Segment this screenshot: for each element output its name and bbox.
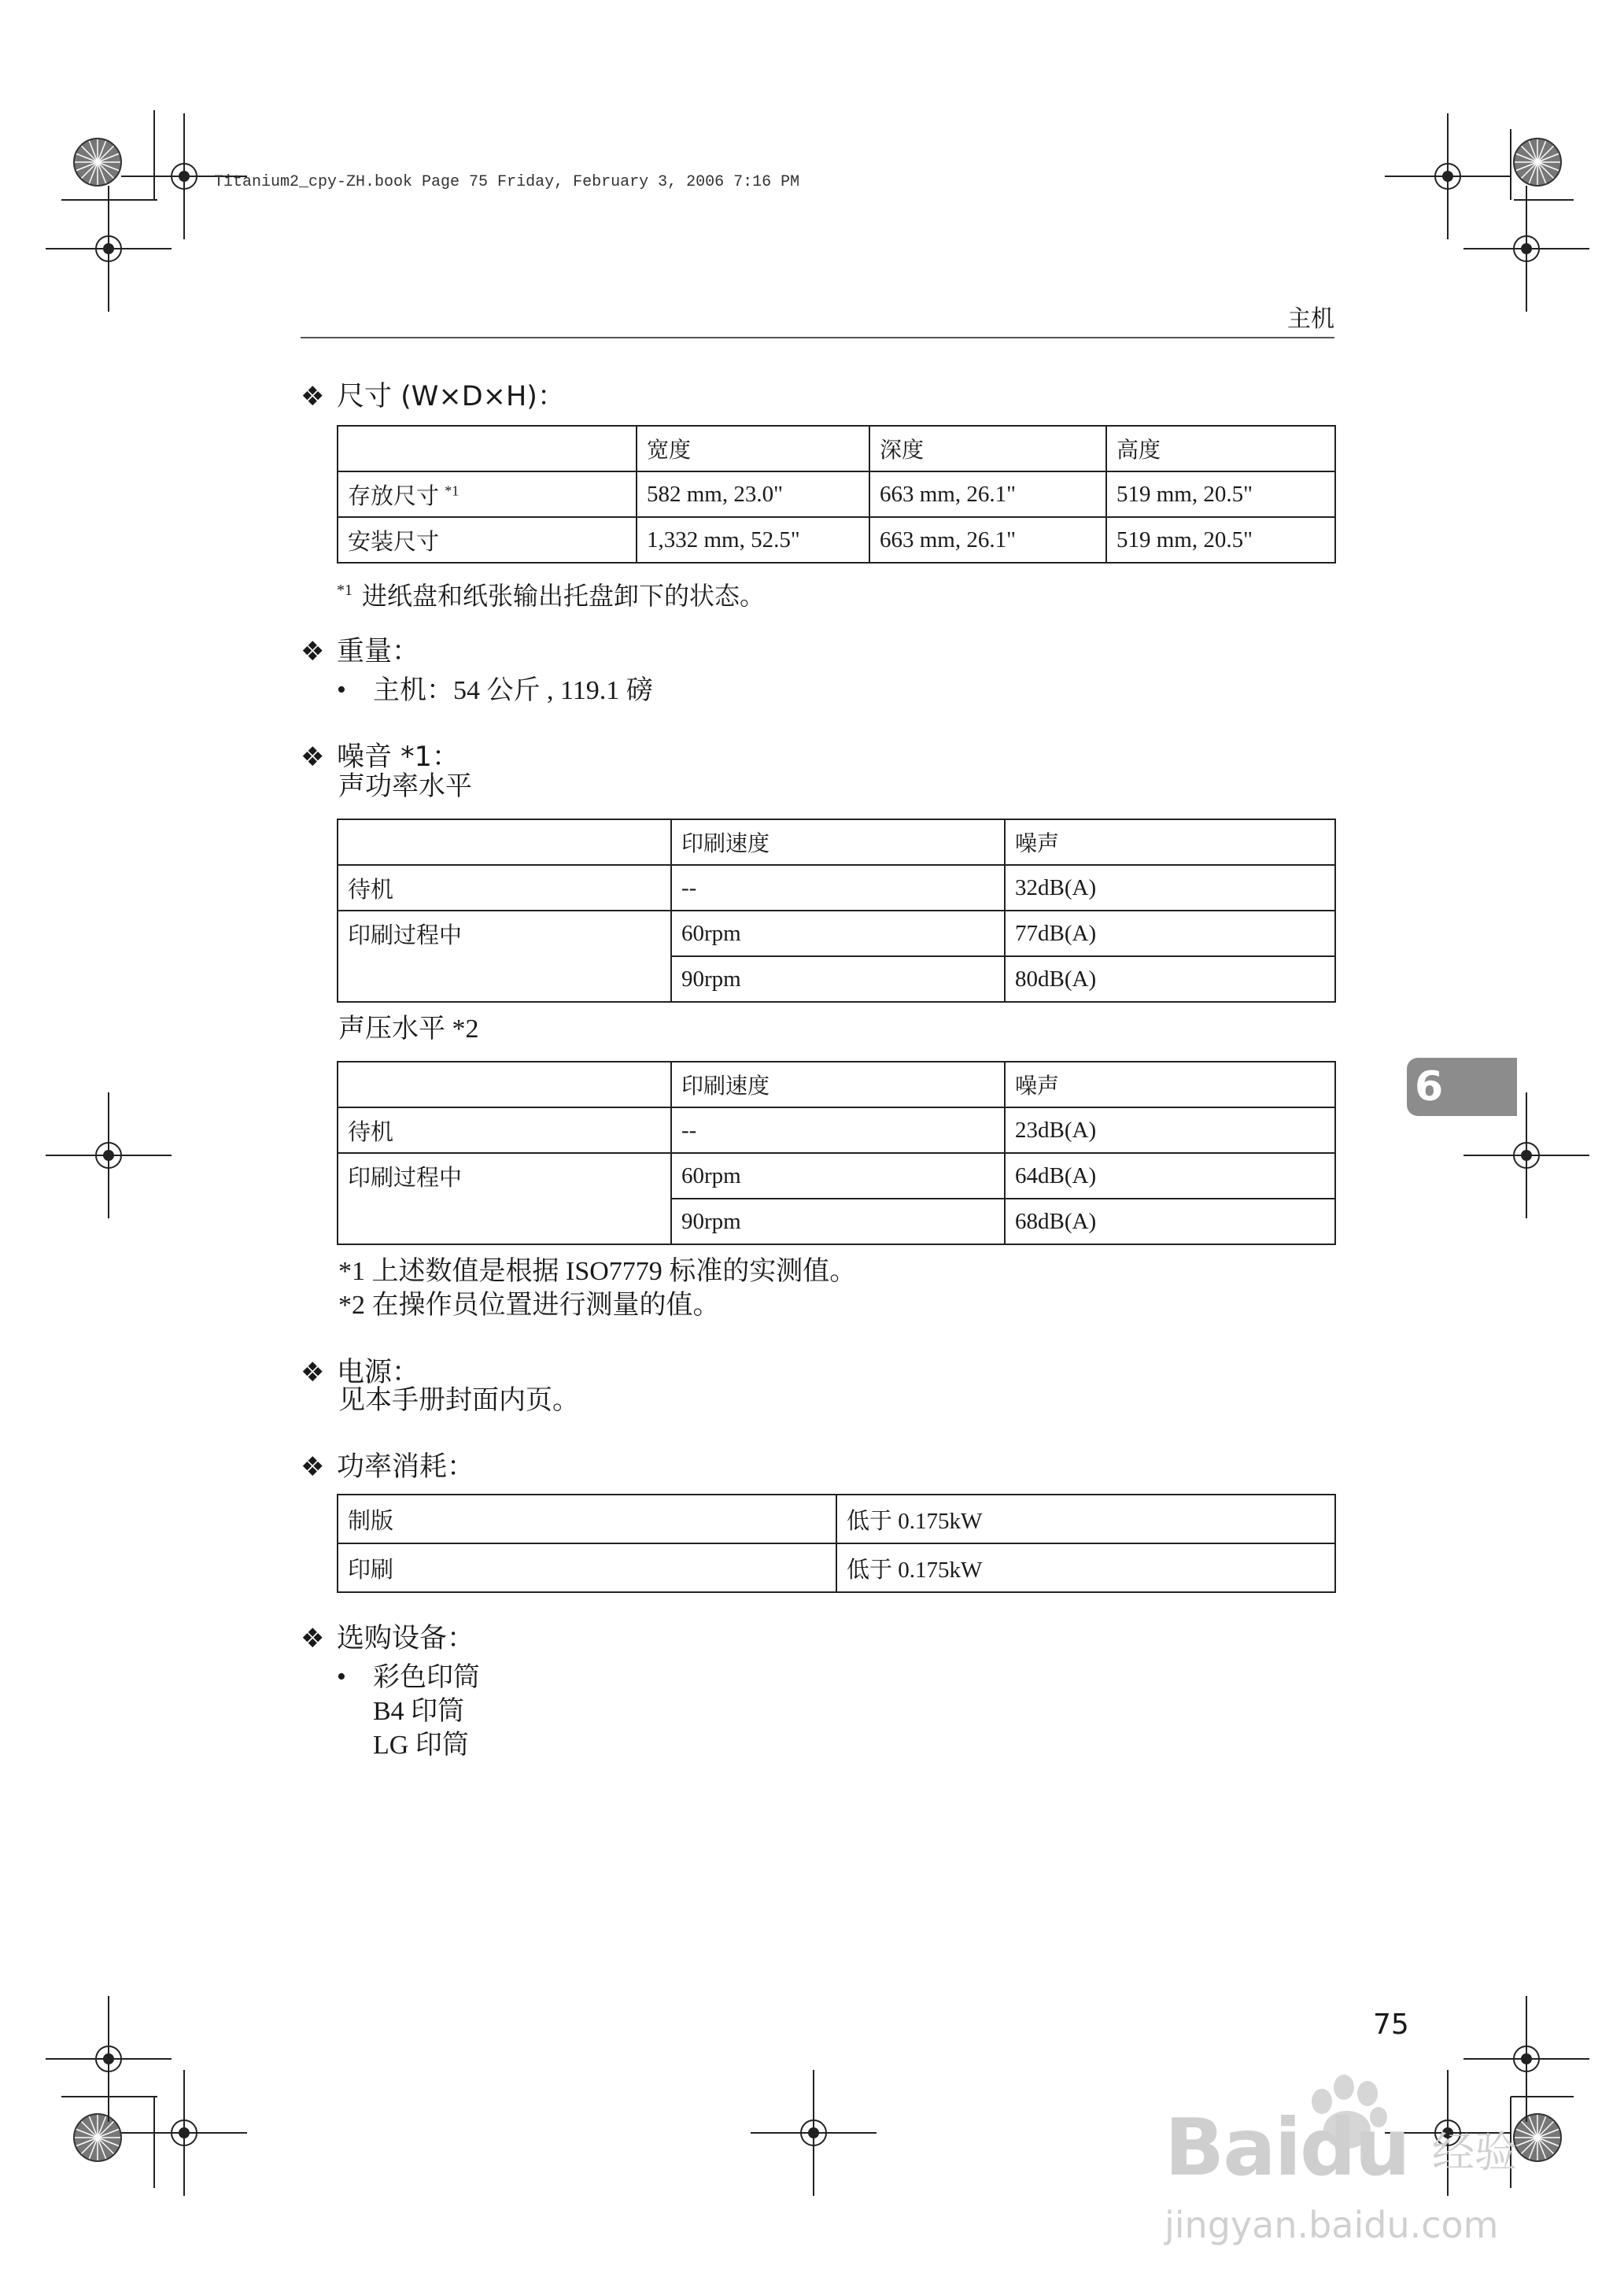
table-cell: 低于 0.175kW [836, 1543, 1335, 1592]
table-cell: 60rpm [671, 1153, 1005, 1199]
section-noise [301, 735, 460, 774]
diamond-bullet-icon: ❖ [301, 636, 325, 667]
section-power-consumption [301, 1445, 474, 1484]
table-cell: 低于 0.175kW [836, 1495, 1335, 1543]
table-cell: 待机 [338, 1107, 671, 1153]
noise-note: *1 上述数值是根据 ISO7779 标准的实测值。 [338, 1257, 857, 1286]
section-title: 重量： [337, 636, 420, 667]
diamond-bullet-icon: ❖ [301, 741, 325, 773]
section-title: 噪音 *1： [337, 741, 460, 773]
power-source-text: 见本手册封面内页。 [338, 1386, 579, 1415]
table-row [338, 911, 1335, 956]
section-title: 尺寸 (W×D×H)： [337, 381, 565, 412]
table-cell: 印刷过程中 [338, 1153, 671, 1244]
table-header-cell [338, 1062, 671, 1107]
table-cell: -- [671, 1107, 1005, 1153]
diamond-bullet-icon: ❖ [301, 1357, 325, 1388]
table-cell: 32dB(A) [1005, 865, 1335, 911]
bullet-dot-icon: • [337, 675, 346, 704]
weight-item: 主机：54 公斤 , 119.1 磅 [373, 676, 653, 705]
sound-power-table [337, 819, 1336, 1003]
table-cell: 77dB(A) [1005, 911, 1335, 956]
table-cell: 1,332 mm, 52.5" [637, 517, 869, 563]
sound-pressure-label: 声压水平 *2 [338, 1014, 479, 1044]
table-header-cell: 噪声 [1005, 1062, 1335, 1107]
table-cell: 519 mm, 20.5" [1106, 471, 1335, 517]
table-row [338, 517, 1335, 563]
table-header-cell: 印刷速度 [671, 1062, 1005, 1107]
table-header-row [338, 426, 1335, 471]
watermark-sub: 经验 [1432, 2127, 1517, 2177]
table-cell: 印刷 [338, 1543, 836, 1592]
chapter-tab: 6 [1407, 1058, 1517, 1116]
table-cell: 待机 [338, 865, 671, 911]
table-header-cell [338, 819, 671, 865]
table-row [338, 1495, 1335, 1543]
table-cell [338, 471, 637, 517]
watermark-url: jingyan.baidu.com [1164, 2204, 1499, 2246]
table-cell: 安装尺寸 [338, 517, 637, 563]
table-cell: 80dB(A) [1005, 956, 1335, 1002]
table-cell: 23dB(A) [1005, 1107, 1335, 1153]
table-header-cell: 高度 [1106, 426, 1335, 471]
watermark-logo: Baidu [1164, 2101, 1409, 2193]
watermark [1164, 2070, 1574, 2267]
table-cell: 90rpm [671, 956, 1005, 1002]
section-weight [301, 630, 419, 669]
table-header-row [338, 819, 1335, 865]
footnote-mark: *1 [337, 582, 352, 600]
section-title: 电源： [337, 1357, 420, 1388]
table-cell: 制版 [338, 1495, 836, 1543]
book-header: Titanium2_cpy-ZH.book Page 75 Friday, February 3, 2006 7:16 PM [214, 173, 800, 191]
table-cell: 663 mm, 26.1" [869, 517, 1106, 563]
table-cell: 90rpm [671, 1199, 1005, 1244]
section-title: 功率消耗： [337, 1451, 475, 1483]
table-cell: 68dB(A) [1005, 1199, 1335, 1244]
bullet-dot-icon: • [337, 1662, 346, 1691]
table-row [338, 1107, 1335, 1153]
table-header-row [338, 1062, 1335, 1107]
running-head: 主机 [301, 299, 1334, 338]
table-cell: 60rpm [671, 911, 1005, 956]
table-row [338, 471, 1335, 517]
table-row [338, 865, 1335, 911]
sound-power-label: 声功率水平 [338, 772, 472, 801]
diamond-bullet-icon: ❖ [301, 381, 325, 412]
table-row [338, 1153, 1335, 1199]
sound-pressure-table [337, 1061, 1336, 1245]
table-cell: 64dB(A) [1005, 1153, 1335, 1199]
noise-note: *2 在操作员位置进行测量的值。 [338, 1291, 720, 1320]
table-header-cell: 深度 [869, 426, 1106, 471]
option-item: B4 印筒 [373, 1697, 465, 1726]
section-dimensions [301, 375, 565, 414]
section-title: 选购设备： [337, 1623, 475, 1654]
dimensions-table [337, 425, 1336, 564]
power-consumption-table [337, 1494, 1336, 1593]
page-number: 75 [1373, 2009, 1409, 2041]
table-header-cell: 噪声 [1005, 819, 1335, 865]
row-label: 存放尺寸 [348, 483, 440, 509]
diamond-bullet-icon: ❖ [301, 1451, 325, 1483]
table-cell: 663 mm, 26.1" [869, 471, 1106, 517]
footnote-text: 进纸盘和纸张输出托盘卸下的状态。 [362, 582, 766, 610]
table-header-cell: 宽度 [637, 426, 869, 471]
table-cell: 519 mm, 20.5" [1106, 517, 1335, 563]
table-cell: 印刷过程中 [338, 911, 671, 1002]
table-header-cell [338, 426, 637, 471]
footnote-ref: *1 [445, 482, 460, 498]
section-options [301, 1617, 474, 1656]
option-item: LG 印筒 [373, 1731, 469, 1760]
table-cell: -- [671, 865, 1005, 911]
table-header-cell: 印刷速度 [671, 819, 1005, 865]
diamond-bullet-icon: ❖ [301, 1623, 325, 1654]
table-cell: 582 mm, 23.0" [637, 471, 869, 517]
option-item: 彩色印筒 [373, 1663, 480, 1692]
table-row [338, 1543, 1335, 1592]
dimensions-footnote [337, 576, 765, 612]
